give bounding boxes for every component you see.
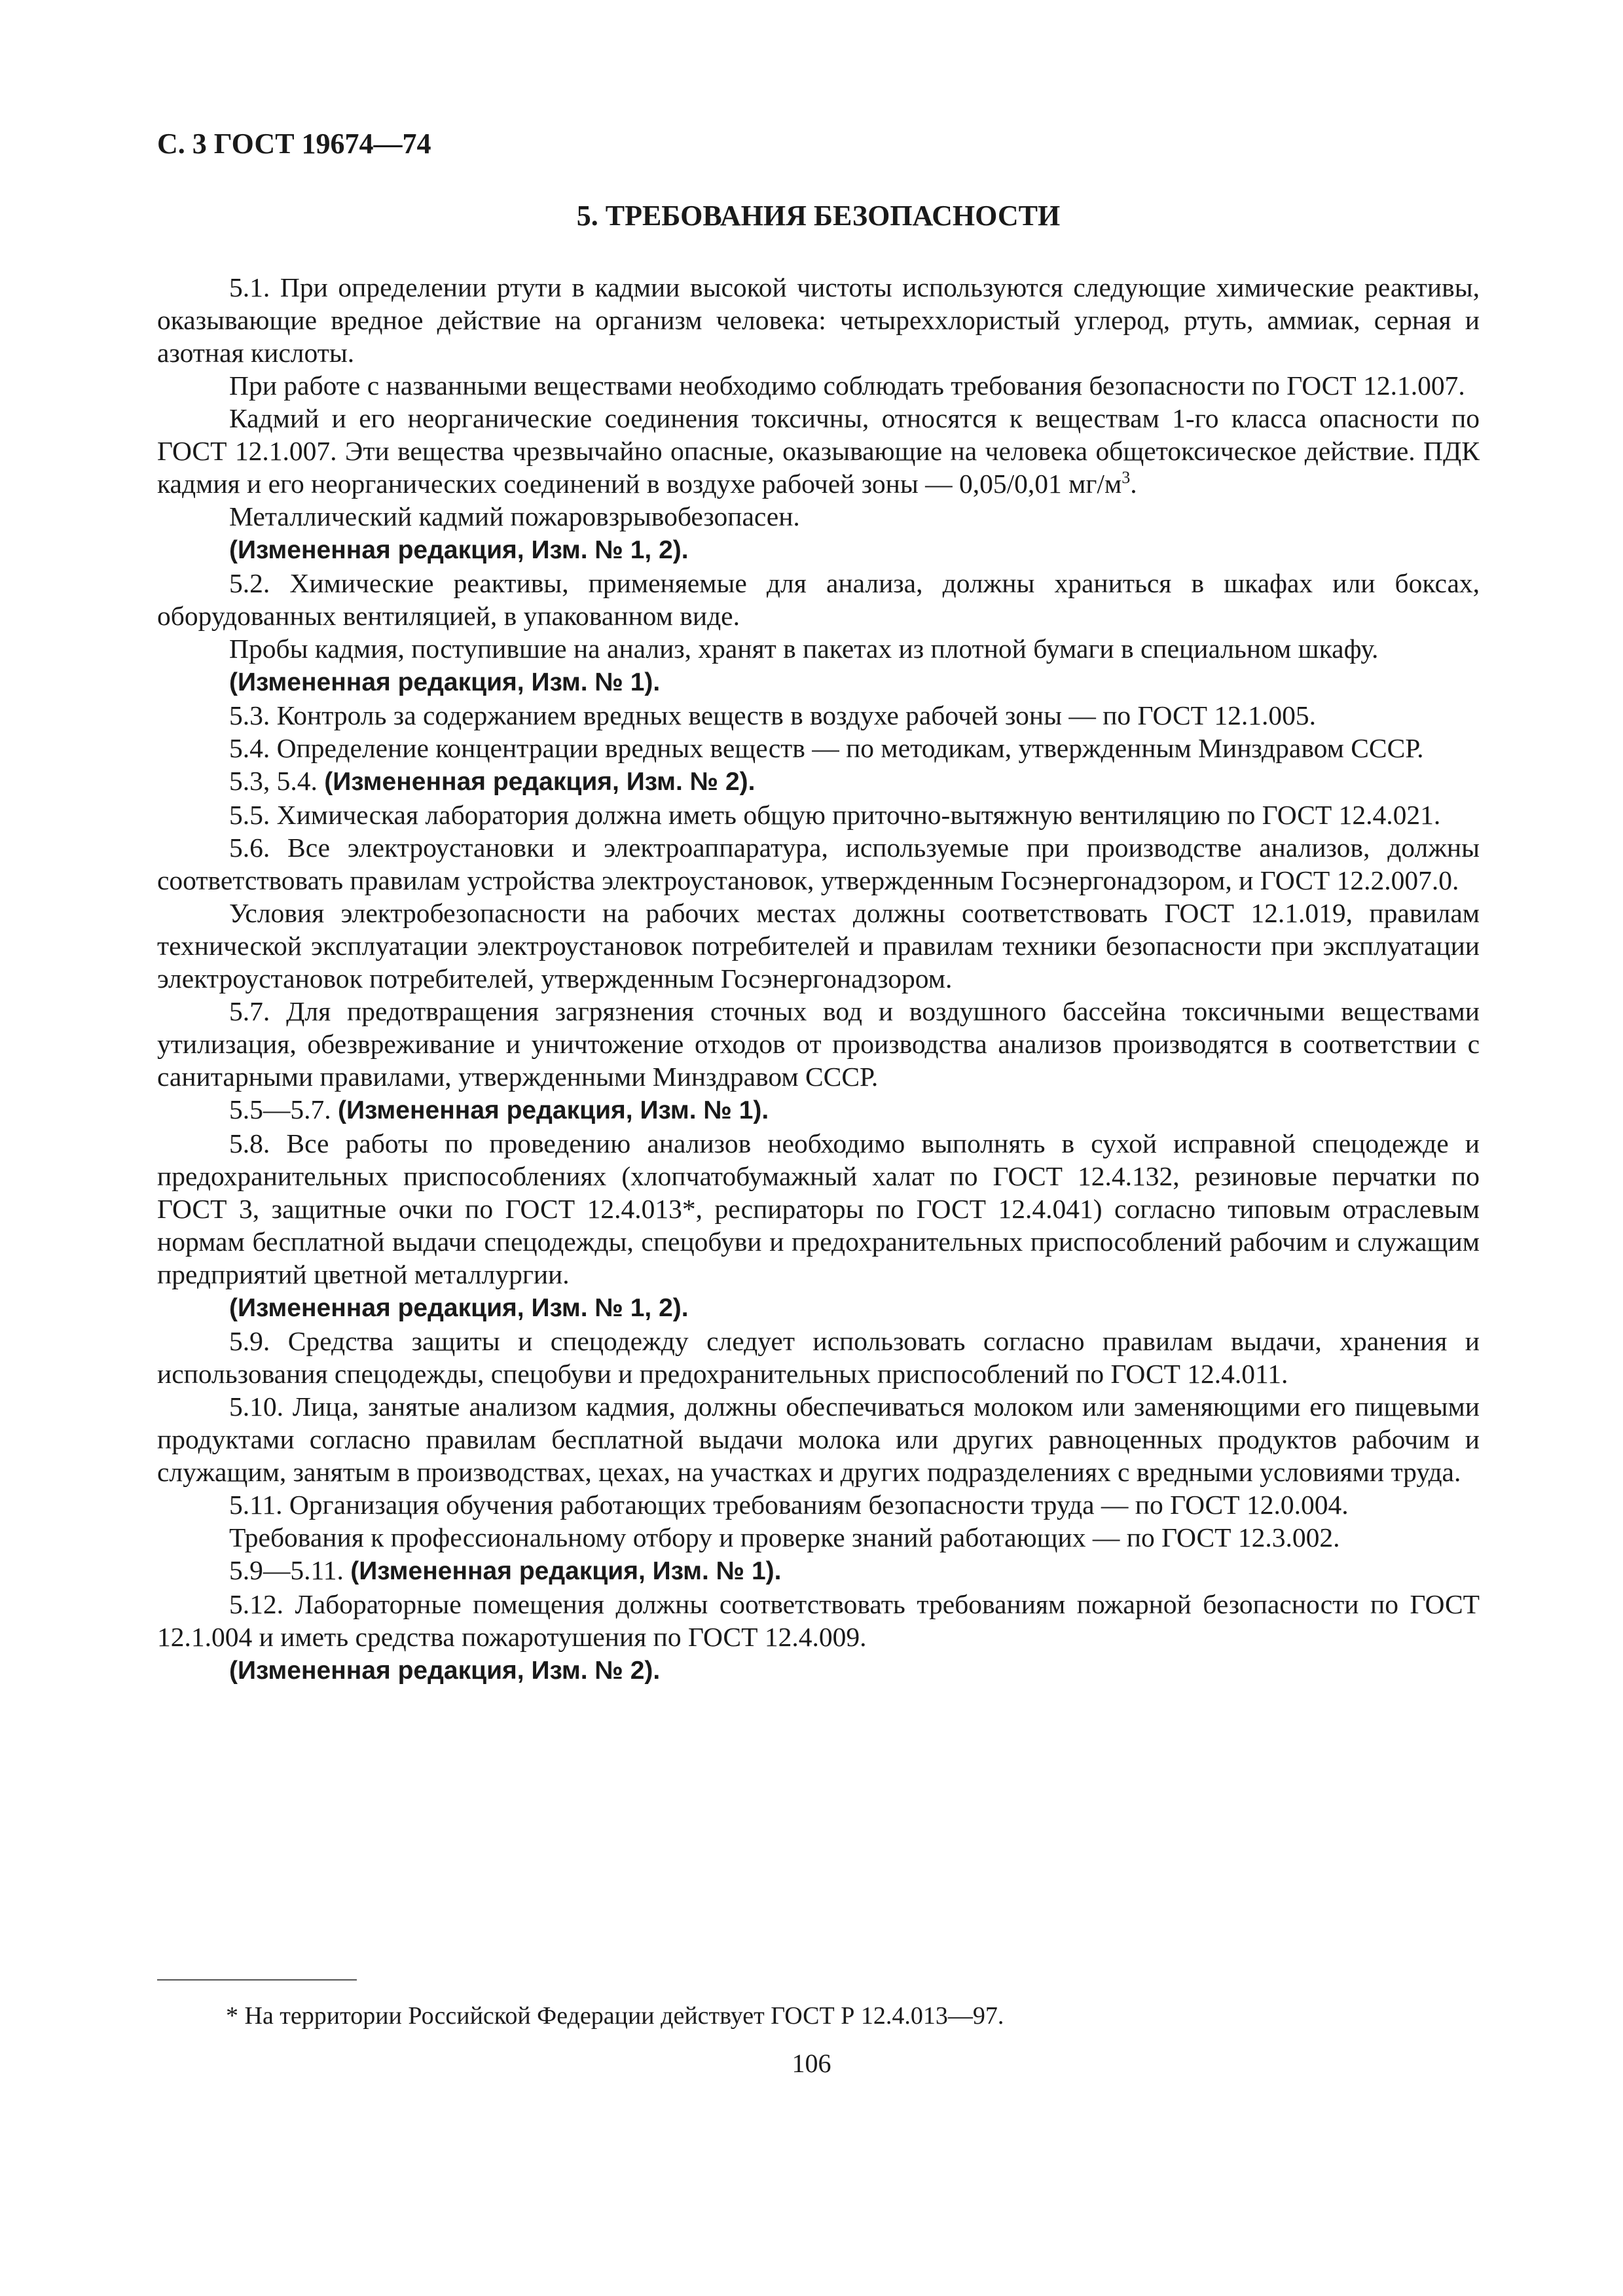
paragraph: 5.1. При определении ртути в кадмии высокой чистоты используются следующие химические реактивы, оказывающие вредное действие на организм человека: четыреххлористый углерод, ртуть, аммиак, серная и азотная кислоты.	[157, 272, 1480, 368]
amendment-note: 5.5—5.7. (Измененная редакция, Изм. № 1).	[229, 1094, 769, 1124]
paragraph: Условия электробезопасности на рабочих местах должны соответствовать ГОСТ 12.1.019, правилам технической эксплуатации электроустановок потребителей и правилам техники безопасности при эксплуатации электроустановок потребителей, утвержденным Госэнергонадзором.	[157, 898, 1480, 994]
paragraph: 5.11. Организация обучения работающих требованиям безопасности труда — по ГОСТ 12.0.004.	[229, 1490, 1349, 1520]
paragraph: При работе с названными веществами необходимо соблюдать требования безопасности по ГОСТ 12.1.007.	[229, 370, 1465, 401]
superscript: 3	[1122, 468, 1131, 488]
amendment-note: 5.9—5.11. (Измененная редакция, Изм. № 1).	[229, 1555, 782, 1585]
paragraph: Требования к профессиональному отбору и проверке знаний работающих — по ГОСТ 12.3.002.	[229, 1522, 1340, 1552]
paragraph: 5.8. Все работы по проведению анализов необходимо выполнять в сухой исправной спецодежде и предохранительных приспособлениях (хлопчатобумажный халат по ГОСТ 12.4.132, резиновые перчатки по ГОСТ 3, защитные очки по ГОСТ 12.4.013*, респираторы по ГОСТ 12.4.041) согласно типовым отраслевым нормам бесплатной выдачи спецодежды, спецобуви и предохранительных приспособлений рабочим и служащим предприятий цветной металлургии.	[157, 1128, 1480, 1289]
paragraph: Пробы кадмия, поступившие на анализ, хранят в пакетах из плотной бумаги в специальном шкафу.	[229, 634, 1379, 664]
amendment-note: (Измененная редакция, Изм. № 2).	[229, 1657, 661, 1685]
footnote-divider	[157, 1979, 357, 1981]
footnote: * На территории Российской Федерации действует ГОСТ Р 12.4.013—97.	[226, 2002, 1004, 2030]
paragraph: Металлический кадмий пожаровзрывобезопасен.	[229, 501, 800, 531]
amendment-note: (Измененная редакция, Изм. № 1, 2).	[229, 536, 689, 564]
running-head: С. 3 ГОСТ 19674—74	[157, 128, 431, 160]
paragraph: 5.2. Химические реактивы, применяемые для анализа, должны храниться в шкафах или боксах, оборудованных вентиляцией, в упакованном виде.	[157, 568, 1480, 631]
paragraph: 5.3. Контроль за содержанием вредных веществ в воздухе рабочей зоны — по ГОСТ 12.1.005.	[229, 700, 1316, 730]
amendment-note: (Измененная редакция, Изм. № 1, 2).	[229, 1294, 689, 1322]
section-title: 5. ТРЕБОВАНИЯ БЕЗОПАСНОСТИ	[576, 200, 1061, 232]
section-body	[157, 271, 1480, 1687]
paragraph: 5.12. Лабораторные помещения должны соответствовать требованиям пожарной безопасности по ГОСТ 12.1.004 и иметь средства пожаротушения по ГОСТ 12.4.009.	[157, 1589, 1480, 1652]
amendment-note: (Измененная редакция, Изм. № 1).	[229, 668, 661, 696]
paragraph: 5.5. Химическая лаборатория должна иметь общую приточно-вытяжную вентиляцию по ГОСТ 12.4.021.	[229, 800, 1441, 830]
paragraph: 5.10. Лица, занятые анализом кадмия, должны обеспечиваться молоком или заменяющими его пищевыми продуктами согласно правилам бесплатной выдачи молока или других равноценных продуктов рабочим и служащим, занятым в производствах, цехах, на участках и других подразделениях с вредными условиями труда.	[157, 1391, 1480, 1487]
amendment-note: 5.3, 5.4. (Измененная редакция, Изм. № 2).	[229, 766, 756, 796]
paragraph: Кадмий и его неорганические соединения токсичны, относятся к веществам 1-го класса опасности по ГОСТ 12.1.007. Эти вещества чрезвычайно опасные, оказывающие на человека общетоксическое действие. ПДК кадмия и его неорганических соединений в воздухе рабочей зоны — 0,05/0,01 $мг/м^3$.	[157, 403, 1480, 499]
page-number: 106	[792, 2049, 831, 2078]
paragraph: 5.9. Средства защиты и спецодежду следует использовать согласно правилам выдачи, хранения и использования спецодежды, спецобуви и предохранительных приспособлений по ГОСТ 12.4.011.	[157, 1326, 1480, 1389]
paragraph: 5.7. Для предотвращения загрязнения сточных вод и воздушного бассейна токсичными веществами утилизация, обезвреживание и уничтожение отходов от производства анализов производятся в соответствии с санитарными правилами, утвержденными Минздравом СССР.	[157, 996, 1480, 1092]
document-page	[157, 118, 1480, 1687]
paragraph: 5.6. Все электроустановки и электроаппаратура, используемые при производстве анализов, должны соответствовать правилам устройства электроустановок, утвержденным Госэнергонадзором, и ГОСТ 12.2.007.0.	[157, 833, 1480, 895]
paragraph: 5.4. Определение концентрации вредных веществ — по методикам, утвержденным Минздравом СССР.	[229, 733, 1424, 763]
